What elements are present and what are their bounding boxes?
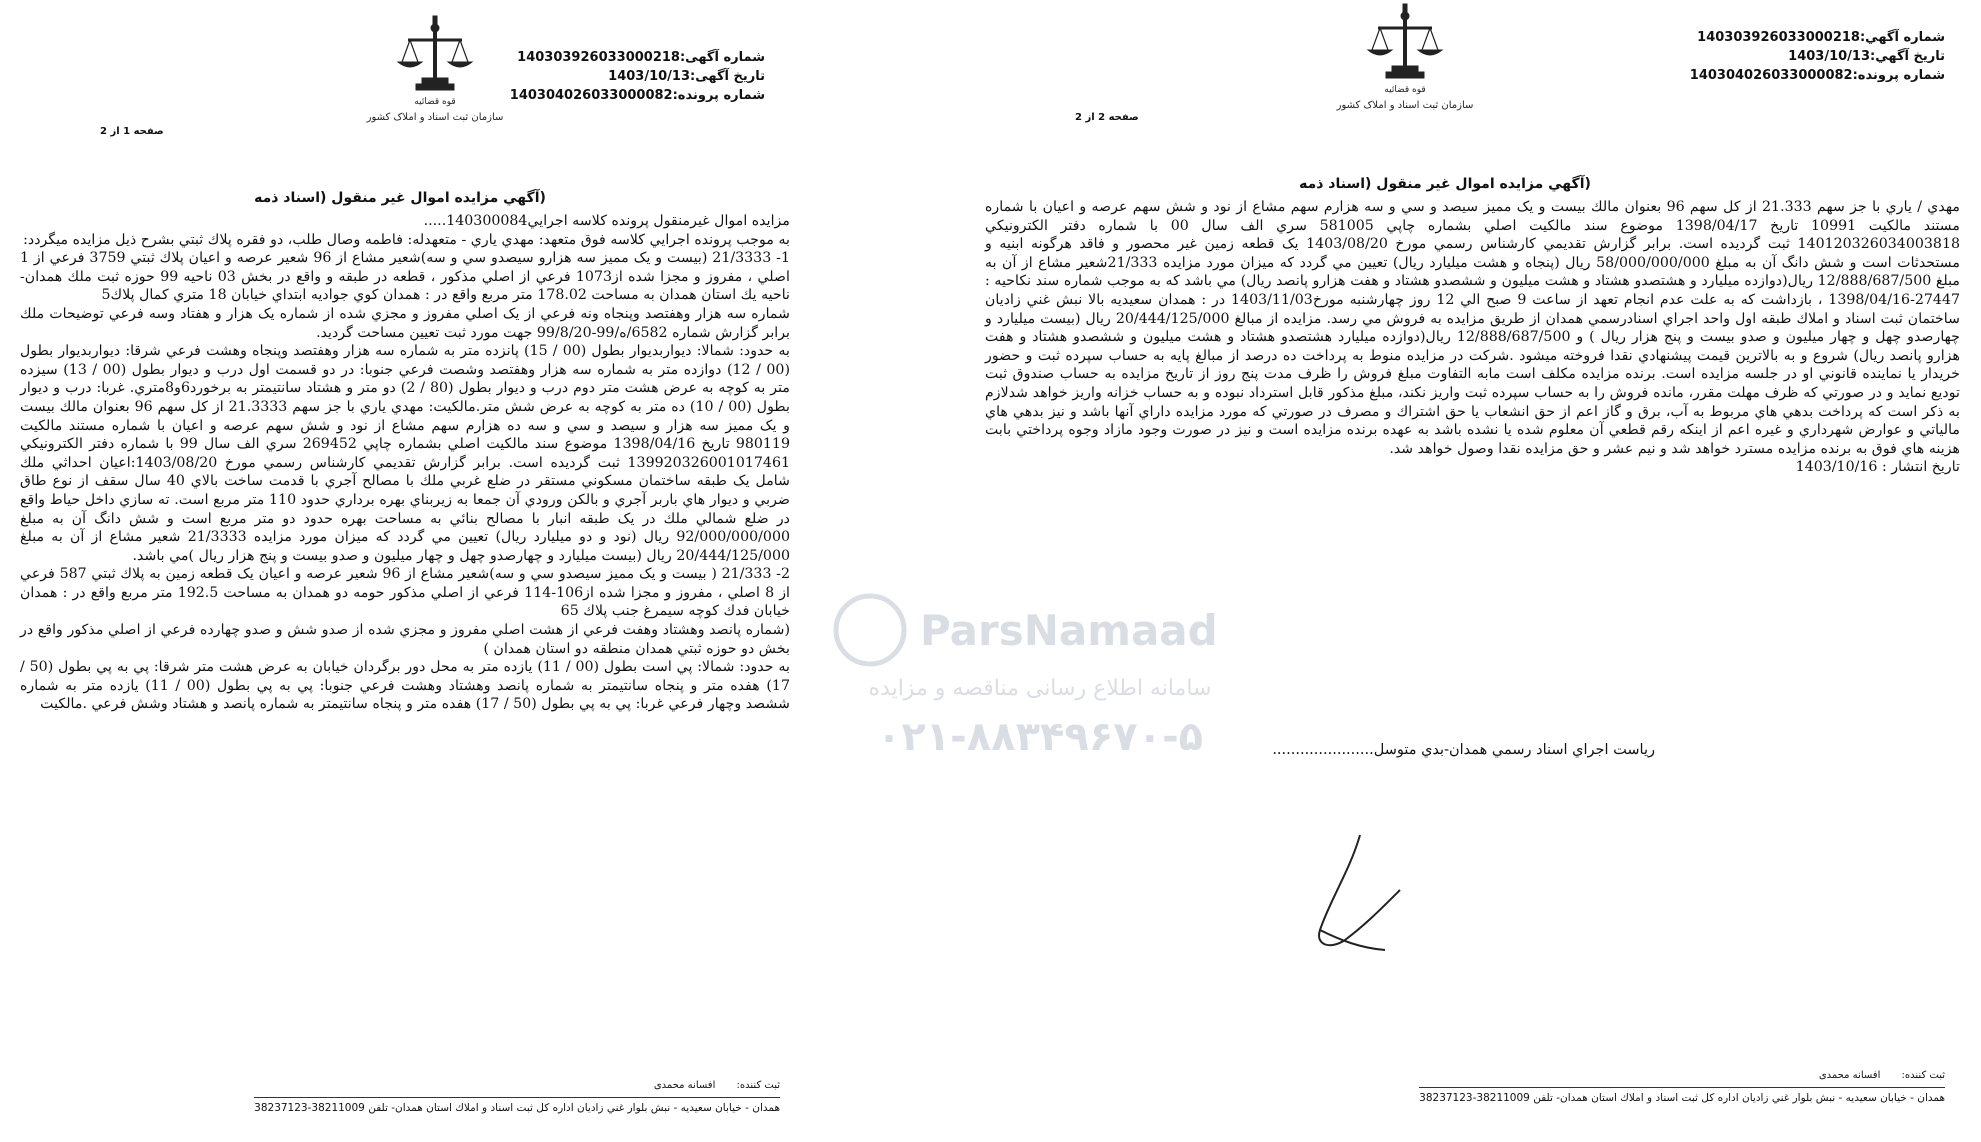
property-1-description: شماره سه هزار وهفتصد وپنجاه ونه فرعي از يک اصلي مفروز و مجزي شده از شماره يک هزار و هفتاد وسه فرعي توضيحات ملك برابر گزارش شماره 6582/ه/99-99/8/20 جهت مورد ثبت تعيين مساحت گرديد. xyxy=(20,305,790,341)
closing-signatory: رياست اجراي اسناد رسمي همدان-بدي متوسل...................... xyxy=(1272,742,1655,758)
watermark-phone: ۰۲۱-۸۸۳۴۹۶۷۰-۵ xyxy=(876,714,1204,760)
judiciary-logo xyxy=(366,12,504,127)
case-number-row xyxy=(510,86,765,105)
notice-number-label: شماره آگهی: xyxy=(679,50,765,65)
notice-page-2 xyxy=(985,0,1965,1142)
notice-meta xyxy=(510,48,765,105)
case-number-label: شماره پرونده: xyxy=(1852,68,1945,83)
property-2-boundaries: به حدود: شمالا: پي است بطول (00 / 11) يازده متر به محل دور برگردان خيابان به عرض هشت متر شرقا: پي به پي بطول (50 / 17) هفده متر و پنجاه سانتيمتر به شماره پانصد وهشتاد وهشت فرعي جنوبا: پي به پي بطول (00 / 11) يازده متر به شماره ششصد وچهار فرعي غربا: پي به پي بطول (50 / 17) هفده متر و پنجاه سانتيمتر به شماره پانصد و هشتاد وشش فرعي .مالكيت xyxy=(20,659,790,713)
watermark-tagline: سامانه اطلاع رسانی مناقصه و مزایده xyxy=(868,676,1212,701)
notice-title: (آگهي مزايده اموال غير منقول (اسناد ذمه xyxy=(1299,176,1591,192)
property-1-paragraph: 1- 21/3333 (بيست و يک مميز سه هزارو سيصدو سي و سه)شعير مشاع از 96 شعير عرصه و اعيان پلاك ثبتي 3759 فرعي از 1 اصلي ، مفروز و مجزا شده از1073 فرعي از اصلي مذكور ، قطعه در طبقه و واقع در بخش 03 ناحيه 99 حوزه ثبت ملك همدان-ناحيه يك استان همدان به مساحت 178.02 متر مربع واقع در : همدان كوي جواديه ابتداي خيابان 18 متري كمال پلاك5 xyxy=(20,250,790,304)
case-number: 140304026033000082 xyxy=(509,88,673,103)
notice-date-label: تاريخ آگهي: xyxy=(1870,49,1945,64)
notice-meta xyxy=(1690,28,1945,85)
auction-case-line: مزايده اموال غيرمنقول پرونده كلاسه اجرايي140300084..... xyxy=(423,213,790,229)
notice-date-row xyxy=(510,67,765,86)
logo-bottom-text: سازمان ثبت اسناد و املاک کشور xyxy=(366,112,504,123)
notice-body xyxy=(20,212,790,714)
property-2-description: (شماره پانصد وهشتاد وهفت فرعي از هشت اصلي مفروز و مجزي شده از صدو شش و صدو چهارده فرعي از اصلي مذكور واقع در بخش دو حوزه ثبتي همدان منطقه دو استان همدان ) xyxy=(20,622,790,657)
case-number: 140304026033000082 xyxy=(1689,68,1853,83)
logo-top-text: قوه قضائیه xyxy=(414,97,456,107)
registrar-row xyxy=(654,1080,780,1091)
notice-date-label: تاریخ آگهی: xyxy=(690,69,765,84)
notice-date-row xyxy=(1690,47,1945,66)
notice-page-1 xyxy=(0,0,980,1142)
notice-number-label: شماره آگهي: xyxy=(1859,30,1945,45)
notice-number: 140303926033000218 xyxy=(1697,30,1860,45)
property-2-paragraph: 2- 21/333 ( بيست و يک مميز سيصدو سي و سه)شعير مشاع از 96 شعير عرصه و اعيان يک قطعه زمين به پلاك ثبتي 587 فرعي از 8 اصلي ، مفروز و مجزا شده از106-114 فرعي از اصلي مذكور حومه دو همدان به مساحت 192.5 متر مربع واقع در : همدان خيابان فدك كوچه سيمرغ جنب پلاك 65 xyxy=(20,566,791,620)
page-indicator: صفحه 1 از 2 xyxy=(100,126,164,137)
office-address: همدان - خيابان سعيديه - نبش بلوار غني زاديان اداره كل ثبت اسناد و املاك استان همدان- تلفن 38211009-38237123 xyxy=(254,1097,780,1114)
logo-bottom-text: سازمان ثبت اسناد و املاک کشور xyxy=(1336,100,1474,111)
registrar-name: افسانه محمدی xyxy=(653,1080,716,1091)
notice-number: 140303926033000218 xyxy=(517,50,680,65)
case-number-row xyxy=(1690,66,1945,85)
notice-date: 1403/10/13 xyxy=(608,69,691,84)
registrar-label: ثبت كننده: xyxy=(736,1080,780,1091)
property-1-boundaries: به حدود: شمالا: ديواربديوار بطول (00 / 15) پانزده متر به شماره سه هزار وهفتصد وپنجاه وهشت فرعي شرقا: ديواربديوار بطول (00 / 12) دوازده متر به شماره سه هزار وهفتصد وشصت فرعي جنوبا: در دو قسمت اول درب و ديوار بطول (00 / 13) سيزده متر به كوچه به عرض هشت متر دوم درب و ديوار بطول (80 / 2) دو متر و هشتاد سانتيمتر به برخورد6و8متري. غربا: درب و ديوار بطول (00 / 10) ده متر به كوچه به عرض شش متر.مالكيت: مهدي ياري با جز سهم 21.3333 از كل سهم 96 بعنوان مالك بيست و يک مميز سه هزار و سيصد و سي و سه ده هزارم سهم مشاع از نود و شش سهم عرصه و اعيان با شماره مستند مالكيت 980119 تاريخ 1398/04/16 موضوع سند مالكيت اصلي بشماره چاپي 269452 سري الف سال 99 با شماره دفتر الكترونيكي 139920326001017461 ثبت گرديده است. برابر گزارش تقديمي كارشناس رسمي مورخ 1403/08/20:اعيان احداثي ملك شامل يک طبقه ساختمان مسكوني مستقر در ضلع غربي ملك با مصالح آجري با قدمت ساخت بالاي 40 سال سقف از نوع طاق ضربي و ديوار هاي باربر آجري و بالكن ورودي آن جمعا به زيربناي بهره برداري حدود 110 متر مربع است. ته سازي داخل حياط واقع در ضلع شمالي ملك در يک طبقه انبار با مصالح بنائي به مساحت بهره حدود دو متر مربع است و شش دانگ آن به مبلغ 92/000/000/000 ريال (نود و دو ميليارد ريال) تعيين مي گردد كه ميزان مورد مزايده 21/3333 شعير مشاع از آن به مبلغ 20/444/125/000 ريال (بيست ميليارد و چهارصدو چهل و چهار ميليون و صدو بيست و پنج هزار ريال )مي باشد. xyxy=(20,343,791,564)
notice-body xyxy=(985,198,1960,477)
notice-number-row xyxy=(510,48,765,67)
ownership-and-terms-paragraph: مهدي / ياري با جز سهم 21.333 از كل سهم 96 بعنوان مالك بيست و يک مميز سيصد و سي و سه هزارم سهم مشاع از نود و شش سهم عرصه و اعيان با شماره مستند مالكيت 10991 تاريخ 1398/04/17 موضوع سند مالكيت اصلي بشماره چاپي 581005 سري الف سال 00 با شماره دفتر الكترونيكي 140120326034003818 ثبت گرديده است. برابر گزارش تقديمي كارشناس رسمي مورخ 1403/08/20 يک قطعه زمين غير محصور و فاقد هرگونه ابنيه و مستحدثات است و شش دانگ آن به مبلغ 58/000/000/000 ريال (پنجاه و هشت ميليارد ريال) تعيين مي گردد كه ميزان مورد مزايده 21/333شعير مشاع از آن به مبلغ 12/888/687/500 ريال(دوازده ميليارد و هشتصدو هشتاد و هشت ميليون و ششصدو هشتاد و هفت هزارو پانصد ريال) مي باشد كه به موجب شماره سند نكاحيه : 27447-1398/04/16 ، بازداشت كه به علت عدم انجام تعهد از ساعت 9 صبح الي 12 روز چهارشنبه مورخ1403/11/03 در : همدان سعيديه بالا نبش غني زاديان ساختمان ثبت اسناد و املاك طبقه اول واحد اجراي اسنادرسمي همدان از طريق مزايده به فروش مي رسد. مزايده از مبالغ 20/444/125/000 ريال (بيست ميليارد و چهارصدو چهل و چهار ميليون و صدو بيست و پنج هزار ريال ) و 12/888/687/500 ريال(دوازده ميليارد هشتصدو هشتاد و هشت ميليون و ششصدو هشتاد و هفت هزارو پانصد ريال) شروع و به بالاترين قيمت پيشنهادي نقدا فروخته ميشود .شركت در مزايده منوط به پرداخت ده درصد از مبالغ پايه به حساب سپرده ثبت و حضور خريدار يا نماينده قانوني او در جلسه مزايده است. برنده مزايده مكلف است مابه التفاوت مبلغ فروش را ظرف مدت پنج روز از تاريخ مزايده به حساب صندوق ثبت توديع نمايد و در صورتي كه ظرف مهلت مقرر، مانده فروش را به حساب سپرده ثبت واريز نكند، مبلغ مذكور قابل استرداد نبوده و به حساب خزانه واريز خواهد شدلازم به ذكر است كه پرداخت بدهي هاي مربوط به آب، برق و گاز اعم از حق انشعاب يا حق اشتراك و مصرف در صورتي كه مورد مزايده داراي آنها باشد و نيز بدهي هاي مالياتي و عوارض شهرداري و غيره اعم از اينكه رقم قطعي آن معلوم شده يا نشده باشد به عهده برنده مزايده است و نيز در صورت وجود مازاد وجوه پرداختي بابت هزينه هاي فوق به برنده مزايده مسترد خواهد شد و نيم عشر و حق مزايده نقدا وصول خواهد شد. xyxy=(985,199,1961,457)
watermark-brand: ParsNamaad xyxy=(920,606,1218,655)
logo-top-text: قوه قضائیه xyxy=(1384,85,1426,95)
registrar-row xyxy=(1819,1070,1945,1081)
handwritten-signature xyxy=(1290,830,1410,970)
notice-number-row xyxy=(1690,28,1945,47)
registrar-name: افسانه محمدی xyxy=(1818,1070,1881,1081)
notice-title: (آگهي مزايده اموال غير منقول (اسناد ذمه xyxy=(254,190,546,206)
case-number-label: شماره پرونده: xyxy=(672,88,765,103)
judiciary-logo xyxy=(1336,0,1474,115)
registrar-label: ثبت كننده: xyxy=(1901,1070,1945,1081)
case-parties-paragraph: به موجب پرونده اجرايي كلاسه فوق متعهد: مهدي ياري - متعهدله: فاطمه وصال طلب، دو فقره پلاك ثبتي بشرح ذيل مزايده ميگردد: xyxy=(23,231,790,248)
notice-date: 1403/10/13 xyxy=(1788,49,1871,64)
publication-date: تاريخ انتشار : 1403/10/16 xyxy=(1795,459,1960,476)
office-address: همدان - خيابان سعيديه - نبش بلوار غني زاديان اداره كل ثبت اسناد و املاك استان همدان- تلفن 38211009-38237123 xyxy=(1419,1087,1945,1104)
page-indicator: صفحه 2 از 2 xyxy=(1075,112,1139,123)
